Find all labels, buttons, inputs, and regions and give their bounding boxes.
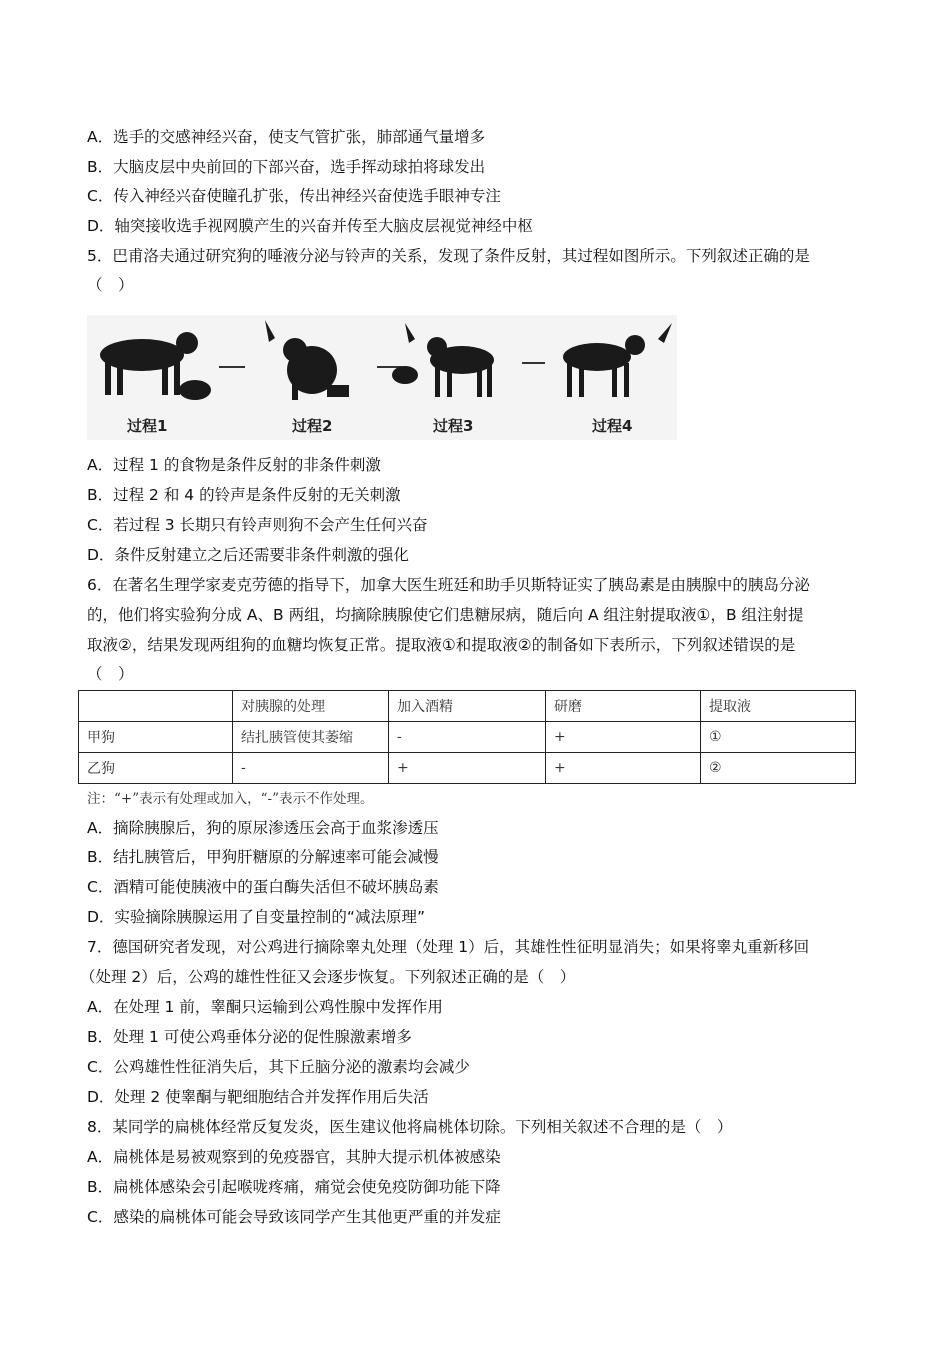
caption-process-2: 过程2	[292, 417, 333, 435]
q5-option-c: C．若过程 3 长期只有铃声则狗不会产生任何兴奋	[87, 516, 428, 534]
q5-answer-bracket: （ ）	[87, 276, 134, 294]
pavlov-figure	[87, 315, 677, 440]
q4-option-d: D．轴突接收选手视网膜产生的兴奋并传至大脑皮层视觉神经中枢	[87, 217, 533, 235]
q6-option-c: C．酒精可能使胰液中的蛋白酶失活但不破坏胰岛素	[87, 878, 439, 896]
q6-option-b: B．结扎胰管后，甲狗肝糖原的分解速率可能会减慢	[87, 848, 439, 866]
table-row: 乙狗 - + + ②	[79, 753, 856, 784]
extract-table	[78, 690, 856, 784]
q7-option-c: C．公鸡雄性性征消失后，其下丘脑分泌的激素均会减少	[87, 1058, 470, 1076]
bell-1	[265, 320, 275, 342]
q6-stem-3: 取液②，结果发现两组狗的血糖均恢复正常。提取液①和提取液②的制备如下表所示，下列叙述错误的是	[87, 636, 796, 654]
q7-stem-2: （处理 2）后，公鸡的雄性性征又会逐步恢复。下列叙述正确的是（ ）	[80, 968, 576, 986]
dog-2	[283, 338, 349, 400]
q8-stem: 8．某同学的扁桃体经常反复发炎，医生建议他将扁桃体切除。下列相关叙述不合理的是（ ）	[87, 1118, 733, 1136]
table-header-row: 对胰腺的处理 加入酒精 研磨 提取液	[79, 691, 856, 722]
q6-option-d: D．实验摘除胰腺运用了自变量控制的“减法原理”	[87, 908, 425, 926]
q7-option-b: B．处理 1 可使公鸡垂体分泌的促性腺激素增多	[87, 1028, 412, 1046]
food-bowl-1	[179, 380, 211, 400]
q8-option-a: A．扁桃体是易被观察到的免疫器官，其肿大提示机体被感染	[87, 1148, 501, 1166]
caption-process-3: 过程3	[433, 417, 474, 435]
q5-option-b: B．过程 2 和 4 的铃声是条件反射的无关刺激	[87, 486, 401, 504]
q4-option-b: B．大脑皮层中央前回的下部兴奋，选手挥动球拍将球发出	[87, 158, 486, 176]
q7-option-a: A．在处理 1 前，睾酮只运输到公鸡性腺中发挥作用	[87, 998, 443, 1016]
q6-answer-bracket: （ ）	[87, 665, 134, 683]
q6-stem-1: 6．在著名生理学家麦克劳德的指导下，加拿大医生班廷和助手贝斯特证实了胰岛素是由胰腺中的胰岛分泌	[87, 576, 810, 594]
table-note: 注：“+”表示有处理或加入，“-”表示不作处理。	[87, 791, 374, 807]
q5-stem: 5．巴甫洛夫通过研究狗的唾液分泌与铃声的关系，发现了条件反射，其过程如图所示。下列叙述正确的是	[87, 247, 810, 265]
q5-option-a: A．过程 1 的食物是条件反射的非条件刺激	[87, 456, 381, 474]
table-row: 甲狗 结扎胰管使其萎缩 - + ①	[79, 722, 856, 753]
bell-2	[405, 323, 415, 343]
dog-illustrations	[87, 315, 677, 415]
q4-option-a: A．选手的交感神经兴奋，使支气管扩张，肺部通气量增多	[87, 128, 486, 146]
caption-process-1: 过程1	[127, 417, 168, 435]
q7-option-d: D．处理 2 使睾酮与靶细胞结合并发挥作用后失活	[87, 1088, 429, 1106]
q8-option-c: C．感染的扁桃体可能会导致该同学产生其他更严重的并发症	[87, 1208, 501, 1226]
bell-3	[658, 323, 672, 343]
dog-3	[427, 337, 494, 397]
q5-option-d: D．条件反射建立之后还需要非条件刺激的强化	[87, 546, 409, 564]
q4-option-c: C．传入神经兴奋使瞳孔扩张，传出神经兴奋使选手眼神专注	[87, 187, 501, 205]
food-bowl-2	[392, 366, 418, 384]
q6-option-a: A．摘除胰腺后，狗的原尿渗透压会高于血浆渗透压	[87, 819, 439, 837]
caption-process-4: 过程4	[592, 417, 633, 435]
q8-option-b: B．扁桃体感染会引起喉咙疼痛，痛觉会使免疫防御功能下降	[87, 1178, 501, 1196]
q7-stem-1: 7．德国研究者发现，对公鸡进行摘除睾丸处理（处理 1）后，其雄性性征明显消失；如果将睾丸重新移回	[87, 938, 810, 956]
q6-stem-2: 的，他们将实验狗分成 A、B 两组，均摘除胰腺使它们患糖尿病，随后向 A 组注射提取液①，B 组注射提	[87, 606, 804, 624]
dog-4	[563, 335, 645, 397]
